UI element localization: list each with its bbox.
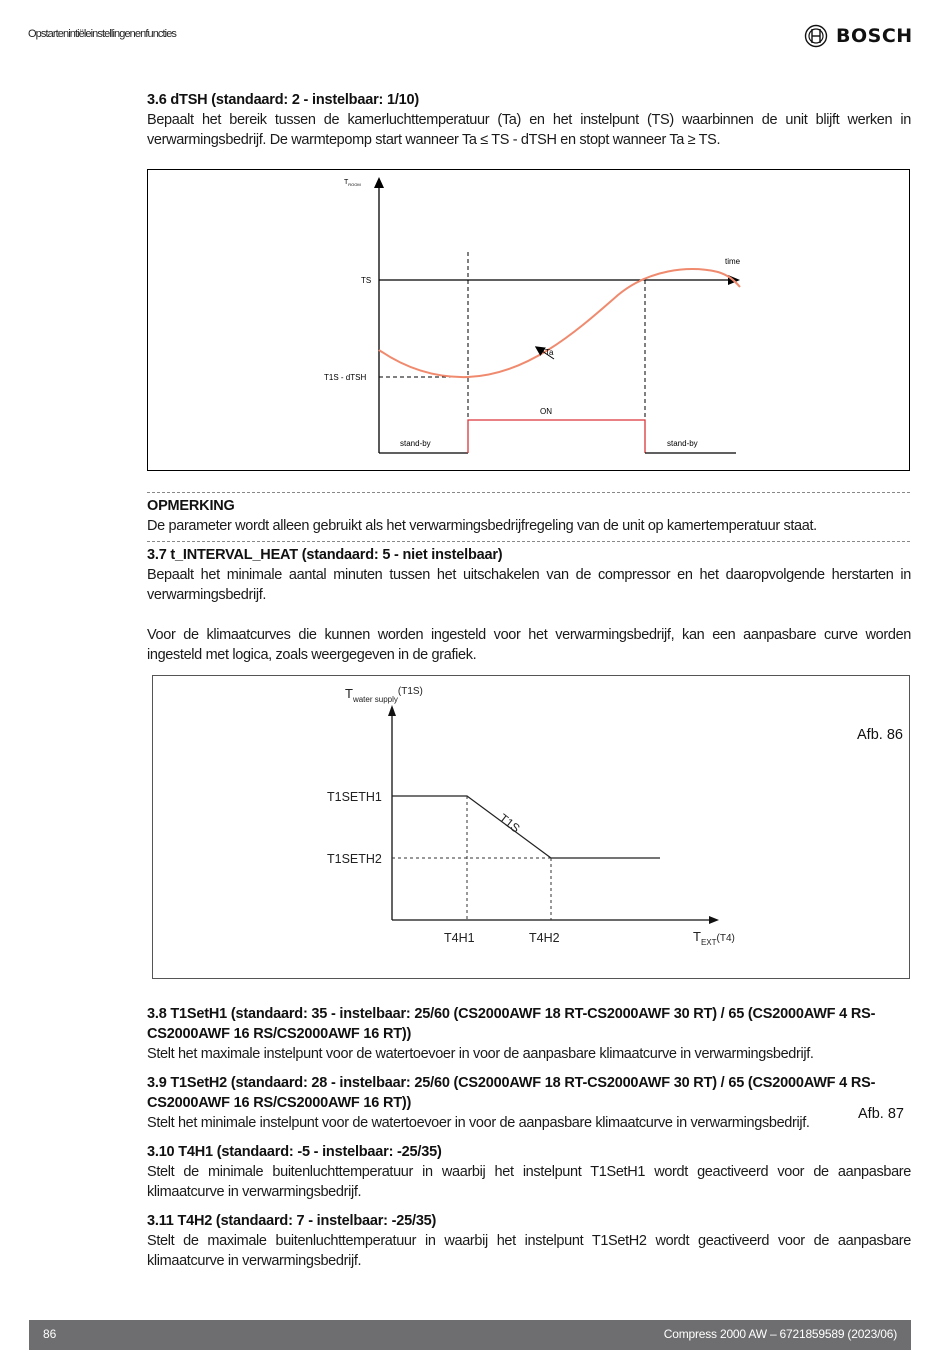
figure-caption: Afb. 87 xyxy=(858,1106,904,1122)
level-ts-label: TS xyxy=(361,276,372,285)
state-standby-right-label: stand-by xyxy=(667,439,698,448)
section-body: Stelt de minimale buitenluchttemperatuur in waarbij het instelpunt T1SetH1 wordt geactiveerd voor de aanpasbare klimaatcurve in verwarmingsbedrijf. xyxy=(147,1164,911,1200)
section-3-9 xyxy=(147,1073,911,1133)
curve-label: Ta xyxy=(545,348,554,357)
state-on-label: ON xyxy=(540,407,552,416)
x-axis-label: $T_{EXT}^{(T4)}$ xyxy=(693,929,735,947)
y-tick-low: T1SETH2 xyxy=(327,852,382,866)
section-3-10 xyxy=(147,1142,911,1202)
brand-name: BOSCH xyxy=(836,25,913,47)
figure-caption: Afb. 86 xyxy=(857,727,903,743)
section-body: Stelt het minimale instelpunt voor de watertoevoer in voor de aanpasbare klimaatcurve in verwarmingsbedrijf. xyxy=(147,1115,810,1131)
note-divider-bottom xyxy=(147,541,910,542)
section-title: 3.10 T4H1 (standaard: -5 - instelbaar: -25/35) xyxy=(147,1144,442,1160)
x-tick-1: T4H1 xyxy=(444,931,475,945)
x-tick-2: T4H2 xyxy=(529,931,560,945)
page-footer xyxy=(29,1320,911,1350)
dtsh-diagram xyxy=(148,170,911,472)
state-standby-left-label: stand-by xyxy=(400,439,431,448)
y-axis-label: $T_{ROOM}$ xyxy=(344,179,361,187)
figure-dtsh xyxy=(147,169,910,471)
section-title: 3.8 T1SetH1 (standaard: 35 - instelbaar: 25/60 (CS2000AWF 18 RT-CS2000AWF 30 RT) / 65 (CS2000AWF 4 RS-CS2000AWF 16 RS/CS2000AWF 16 RT)) xyxy=(147,1006,876,1042)
ta-curve xyxy=(379,269,740,377)
note-divider-top xyxy=(147,492,910,493)
document-id: Compress 2000 AW – 6721859589 (2023/06) xyxy=(663,1327,897,1341)
section-body: Stelt het maximale instelpunt voor de watertoevoer in voor de aanpasbare klimaatcurve in verwarmingsbedrijf. xyxy=(147,1046,814,1062)
section-body: Bepaalt het bereik tussen de kamerluchttemperatuur (Ta) en het instelpunt (TS) waarbinnen de unit blijft werken in verwarmingsbedrijf. De warmtepomp start wanneer Ta ≤ TS - dTSH en stopt wanneer Ta ≥ TS. xyxy=(147,112,911,148)
section-3-7 xyxy=(147,545,911,665)
note xyxy=(147,496,911,536)
climate-curve-diagram xyxy=(153,676,911,980)
x-axis-arrow xyxy=(709,916,719,924)
section-title: 3.6 dTSH (standaard: 2 - instelbaar: 1/10) xyxy=(147,92,420,108)
y-axis-arrow xyxy=(374,177,384,188)
page-number: 86 xyxy=(43,1327,57,1341)
section-title: 3.7 t_INTERVAL_HEAT (standaard: 5 - niet instelbaar) xyxy=(147,547,503,563)
line-label: T1S xyxy=(496,811,523,836)
section-body: Bepaalt het minimale aantal minuten tussen het uitschakelen van de compressor en het daaropvolgende herstarten in verwarmingsbedrijf. xyxy=(147,567,911,603)
y-axis-arrow xyxy=(388,705,396,716)
section-body-2: Voor de klimaatcurves die kunnen worden ingesteld voor het verwarmingsbedrijf, kan een aanpasbare curve worden ingesteld met logica, zoals weergegeven in de grafiek. xyxy=(147,627,911,663)
figure-climate-curve xyxy=(152,675,910,979)
x-axis-label: time xyxy=(725,257,741,266)
running-head: Opstartenintiëleinstellingenenfuncties xyxy=(28,28,177,40)
section-title: 3.9 T1SetH2 (standaard: 28 - instelbaar: 25/60 (CS2000AWF 18 RT-CS2000AWF 30 RT) / 65 (CS2000AWF 4 RS-CS2000AWF 16 RS/CS2000AWF 16 RT)) xyxy=(147,1075,876,1111)
section-3-11 xyxy=(147,1211,911,1271)
t1s-curve xyxy=(392,796,660,858)
bosch-logo xyxy=(804,24,913,48)
section-3-8 xyxy=(147,1004,911,1064)
y-axis-label: $T_{water supply}^{(T1S)}$ xyxy=(345,686,423,704)
bosch-armature-icon xyxy=(804,24,828,48)
y-tick-high: T1SETH1 xyxy=(327,790,382,804)
section-title: 3.11 T4H2 (standaard: 7 - instelbaar: -25/35) xyxy=(147,1213,437,1229)
section-3-6 xyxy=(147,90,911,150)
note-title: OPMERKING xyxy=(147,498,235,514)
state-on-line xyxy=(468,420,645,453)
section-body: Stelt de maximale buitenluchttemperatuur in waarbij het instelpunt T1SetH2 wordt geactiveerd voor de aanpasbare klimaatcurve in verwarmingsbedrijf. xyxy=(147,1233,911,1269)
note-body: De parameter wordt alleen gebruikt als het verwarmingsbedrijfregeling van de unit op kamertemperatuur staat. xyxy=(147,518,817,534)
level-low-label: T1S - dTSH xyxy=(324,373,367,382)
